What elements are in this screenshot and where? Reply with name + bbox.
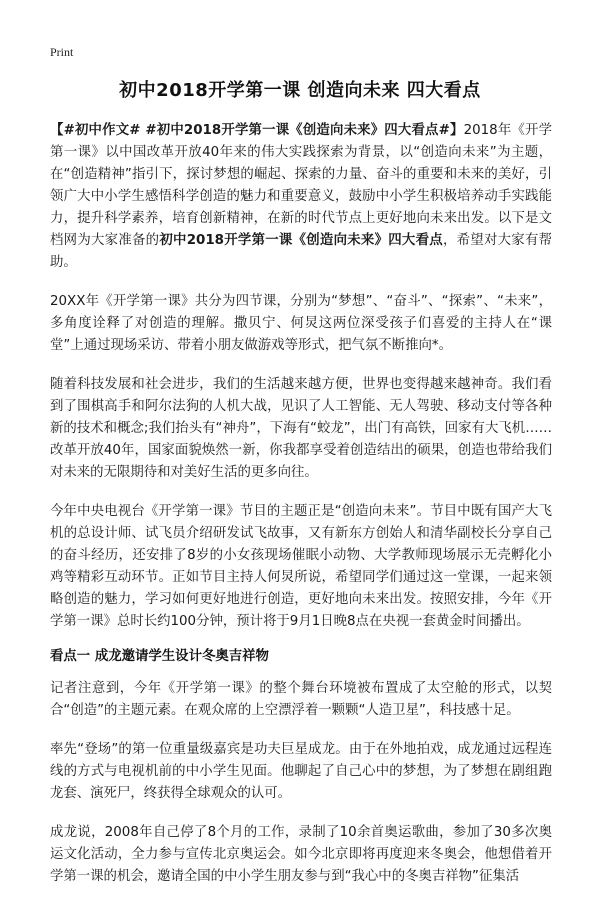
intro-body-text: 2018年《开学第一课》以中国改革开放40年来的伟大实践探索为背景，以“创造向未来”为主题，在“创造精神”指引下，探讨梦想的崛起、探索的力量、奋斗的重要和未来的美好，引领广大中小学生感悟科学创造的魅力和重要意义，鼓励中小学生积极培养动手实践能力，提升科学素养，培育创新精神，在新的时代节点上更好地向未来出发。以下是文档网为大家准备的 [50,123,552,248]
paragraph-four-lessons: 20XX年《开学第一课》共分为四节课，分别为“梦想”、“奋斗”、“探索”、“未来”，多角度诠释了对创造的理解。撒贝宁、何炅这两位深受孩子们喜爱的主持人在“课堂”上通过现场采访、带着小朋友做游戏等形式，把气氛不断推向*。 [50,294,552,353]
paragraph-technology: 随着科技发展和社会进步，我们的生活越来越方便，世界也变得越来越神奇。我们看到了围棋高手和阿尔法狗的人机大战，见识了人工智能、无人驾驶、移动支付等各种新的技术和概念;我们抬头有“神舟”，下海有“蛟龙”，出门有高铁，回家有大飞机……改革开放40年，国家面貌焕然一新，你我都享受着创造结出的硕果，创造也带给我们对未来的无限期待和对美好生活的更多向往。 [50,377,552,480]
intro-lead-tags: 【#初中作文# #初中2018开学第一课《创造向未来》四大看点#】 [50,123,464,138]
paragraph-jackie-chan: 率先“登场”的第一位重量级嘉宾是功夫巨星成龙。由于在外地拍戏，成龙通过远程连线的方式与电视机前的中小学生见面。他聊起了自己心中的梦想，为了梦想在剧组跑龙套、演死尸，终获得全球观众的认可。 [50,742,552,801]
page-title: 初中2018开学第一课 创造向未来 四大看点 [119,80,481,101]
print-link[interactable]: Print [50,45,74,59]
intro-paragraph [50,120,552,274]
paragraph-stage: 记者注意到，今年《开学第一课》的整个舞台环境被布置成了太空舱的形式，以契合“创造”的主题元素。在观众席的上空漂浮着一颗颗“人造卫星”，科技感十足。 [50,681,552,718]
intro-tail-text: ，希望对大家有帮助。 [50,233,553,270]
section-heading-highlight-one: 看点一 成龙邀请学生设计冬奥吉祥物 [50,649,269,664]
paragraph-program-theme: 今年中央电视台《开学第一课》节目的主题正是“创造向未来”。节目中既有国产大飞机的总设计师、试飞员介绍研发试飞故事，又有新东方创始人和清华副校长分享自己的奋斗经历，还安排了8岁的小女孩现场催眠小动物、大学教师现场展示无壳孵化小鸡等精彩互动环节。正如节目主持人何炅所说，希望同学们通过这一堂课，一起来领略创造的魅力，学习如何更好地进行创造，更好地向未来出发。按照安排，今年《开学第一课》总时长约100分钟，预计将于9月1日晚8点在央视一套黄金时间播出。 [50,504,552,629]
intro-tail-bold: 初中2018开学第一课《创造向未来》四大看点 [159,233,443,248]
paragraph-olympics: 成龙说，2008年自己停了8个月的工作，录制了10余首奥运歌曲，参加了30多次奥运文化活动，全力参与宣传北京奥运会。如今北京即将再度迎来冬奥会，他想借着开学第一课的机会，邀请全国的中小学生朋友参与到“我心中的冬奥吉祥物”征集活 [50,825,552,884]
article-body [50,120,552,905]
